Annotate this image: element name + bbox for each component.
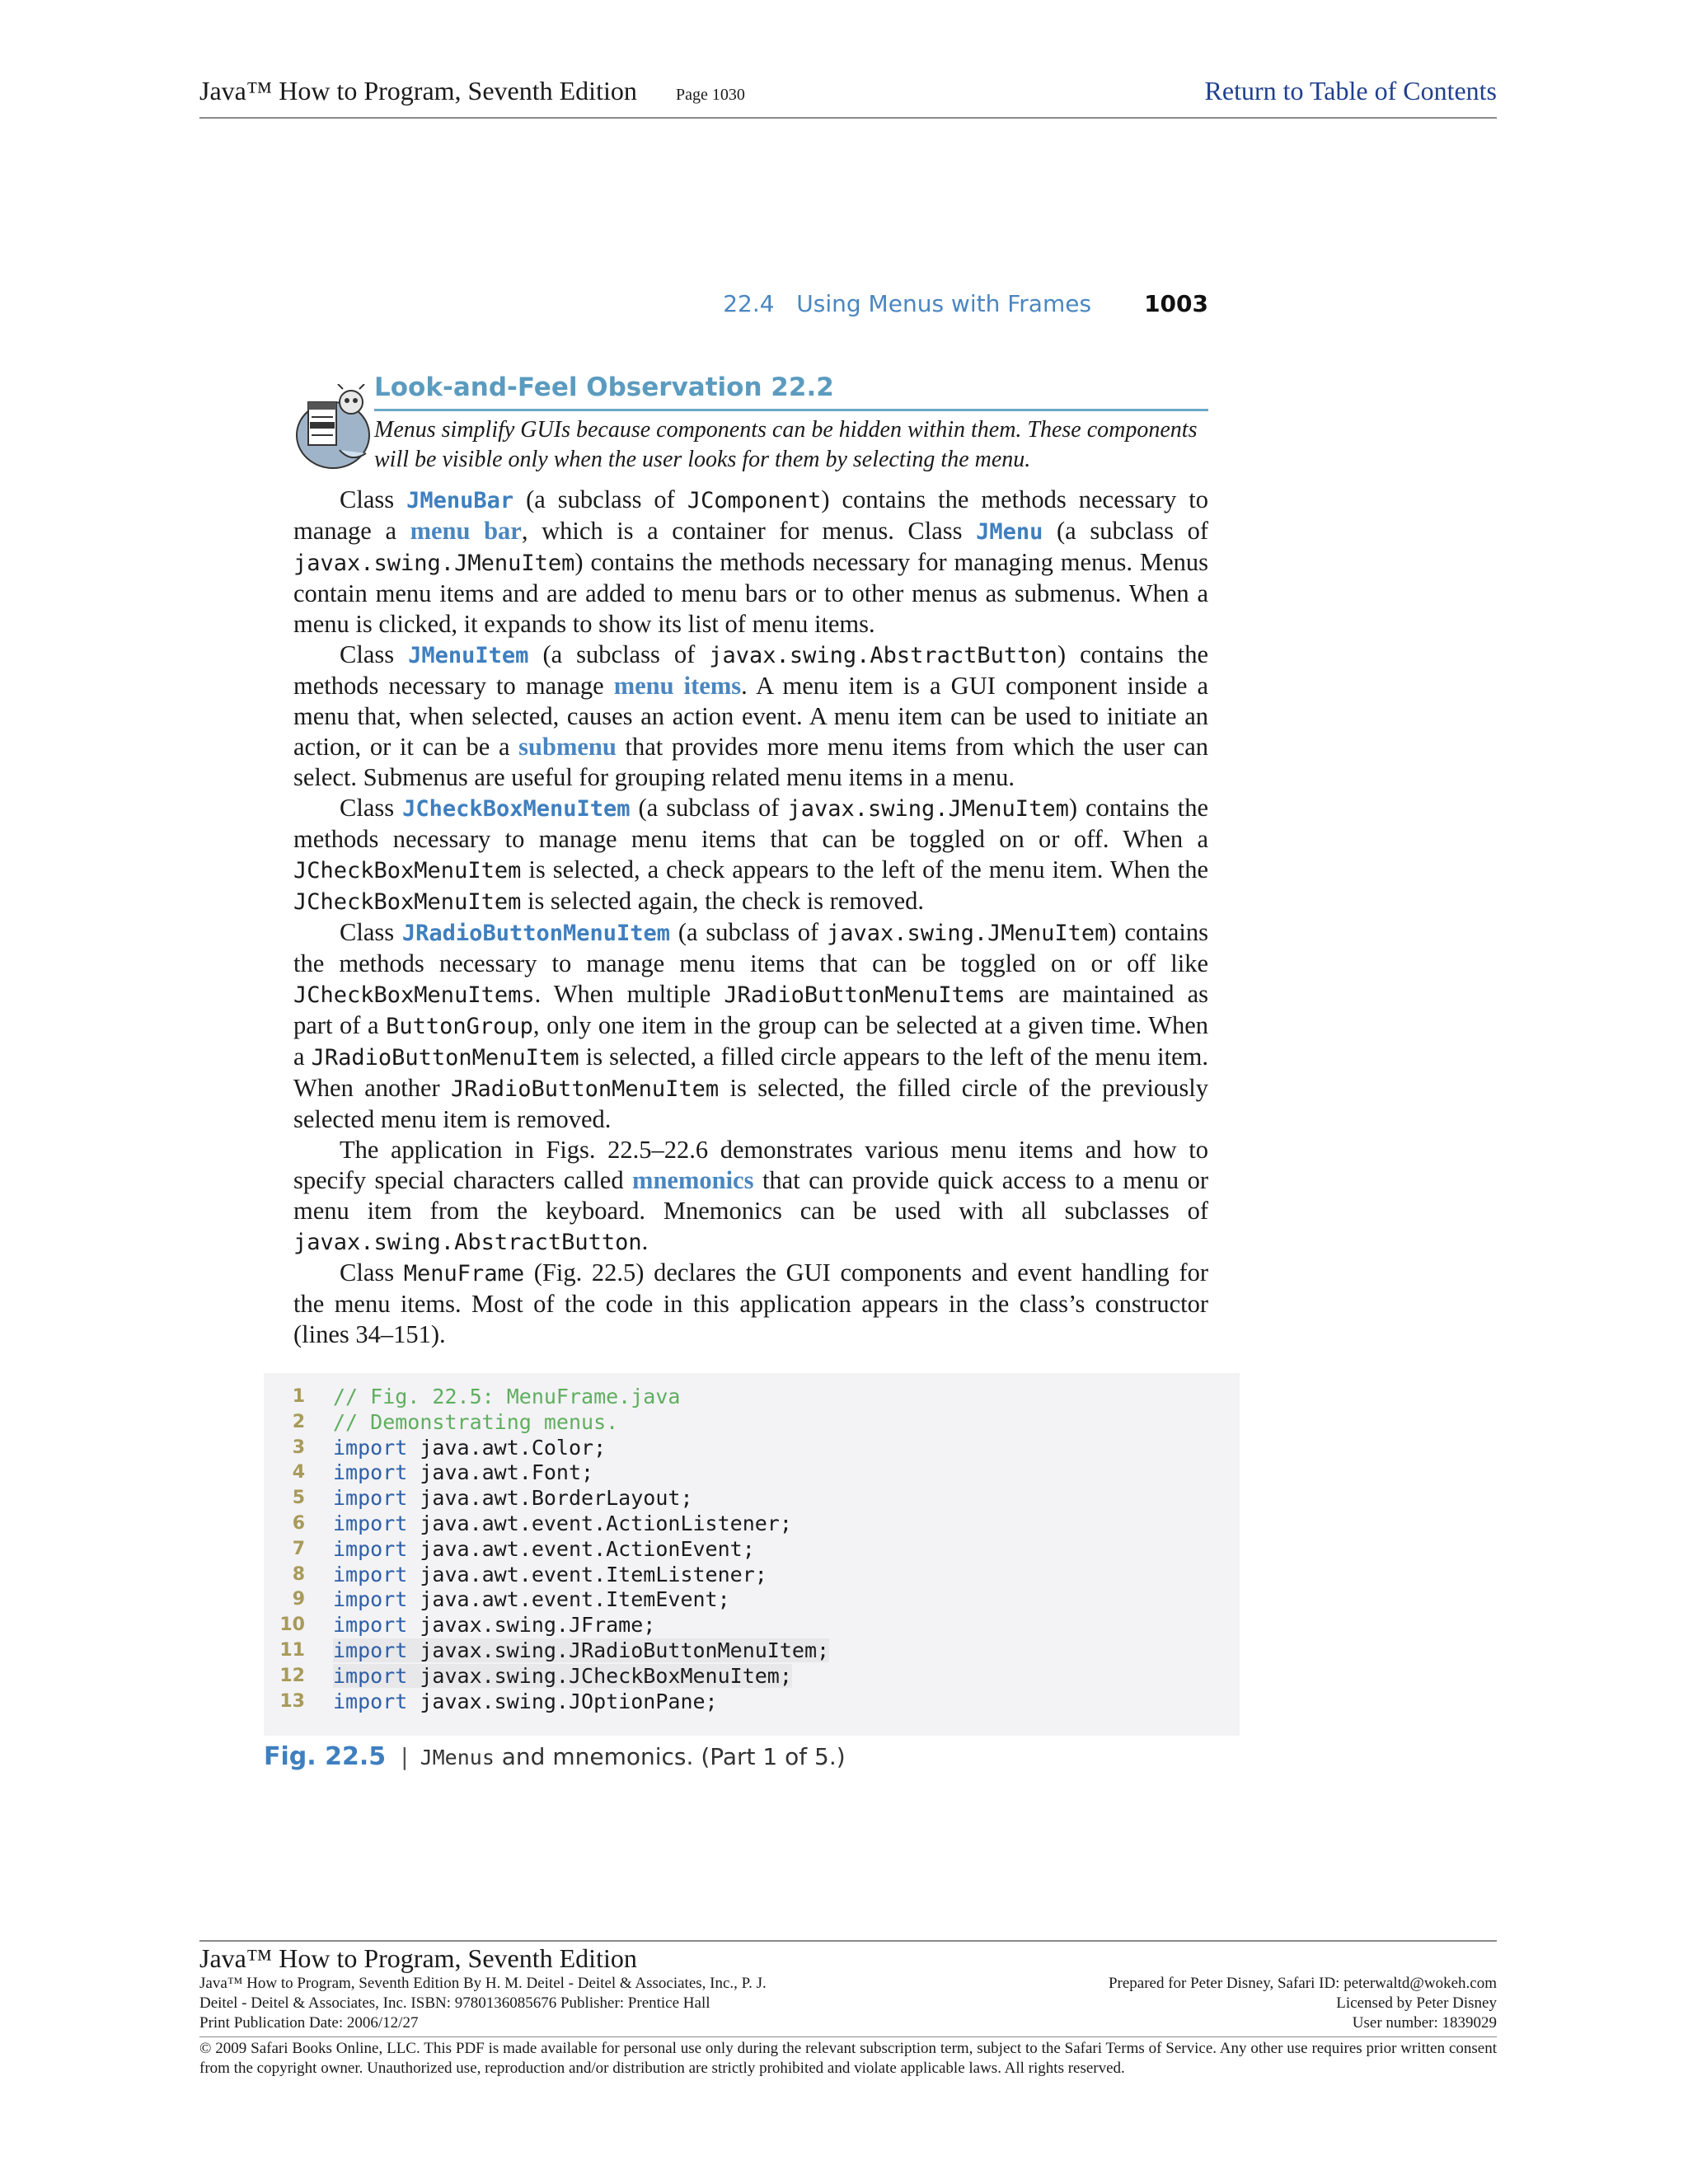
footer-meta: [199, 1974, 1497, 2033]
observation-text: Menus simplify GUIs because components can be hidden within them. These components will be visible only when the user looks for them by selecting the menu.: [374, 417, 1198, 472]
code-line: [264, 1587, 1240, 1613]
body-text: [293, 485, 1208, 1350]
line-number: 8: [292, 1563, 305, 1585]
return-to-toc-link[interactable]: Return to Table of Contents: [1204, 76, 1497, 105]
code-text: import java.awt.event.ActionListener;: [333, 1511, 792, 1535]
code-text: import javax.swing.JCheckBoxMenuItem;: [333, 1663, 792, 1688]
term-menu-items: menu items: [613, 672, 742, 700]
observation-title: Look-and-Feel Observation 22.2: [374, 373, 1208, 411]
running-head: [0, 290, 1208, 317]
code-text: import java.awt.Color;: [333, 1435, 607, 1460]
line-number: 7: [292, 1538, 305, 1559]
caption-text: and mnemonics. (Part 1 of 5.): [494, 1743, 846, 1770]
look-and-feel-icon: [293, 384, 373, 471]
code-text: import java.awt.event.ActionEvent;: [333, 1536, 755, 1561]
caption-code: JMenus: [420, 1746, 495, 1769]
code-line: [264, 1664, 1240, 1690]
code-text: import java.awt.BorderLayout;: [333, 1486, 693, 1511]
footer-title: Java™ How to Program, Seventh Edition: [199, 1943, 637, 1973]
figure-number: Fig. 22.5: [264, 1742, 387, 1771]
code-line: [264, 1613, 1240, 1638]
code-text: // Fig. 22.5: MenuFrame.java: [333, 1385, 681, 1408]
line-number: 5: [292, 1488, 305, 1509]
code-text: import java.awt.event.ItemListener;: [333, 1562, 767, 1586]
term-submenu: submenu: [518, 733, 617, 761]
code-line: [264, 1436, 1240, 1461]
paragraph-menuframe: Class MenuFrame (Fig. 22.5) declares the GUI components and event handling for the menu items. Most of the code in this application appears in the class’s constructor (lines 34–151).: [293, 1258, 1209, 1348]
section-heading: 22.4 Using Menus with Frames: [723, 290, 1092, 317]
line-number: 6: [292, 1512, 305, 1534]
paragraph-jmenuitem: Class JMenuItem (a subclass of javax.swing.AbstractButton) contains the methods necessary to manage menu items. A menu item is a GUI component inside a menu that, when selected, causes an action event. A menu item can be used to initiate an action, or it can be a submenu that provides more menu items from which the user can select. Submenus are useful for grouping related menu items in a menu.: [293, 640, 1209, 791]
footer-isbn: Deitel - Deitel & Associates, Inc. ISBN: 9780136085676 Publisher: Prentice Hall: [199, 1994, 710, 2012]
code-listing: [264, 1373, 1240, 1736]
page-reference: Page 1030: [676, 86, 745, 104]
code-text: import java.awt.Font;: [333, 1460, 594, 1485]
footer-legal-notice: © 2009 Safari Books Online, LLC. This PDF is made available for personal use only during the relevant subscription term, subject to the Safari Terms of Service. Any other use requires prior written consent from the copyright owner. Unauthorized use, reproduction and/or distribution are strictly prohibited and violate applicable laws. All rights reserved.: [199, 2036, 1497, 2079]
book-title: Java™ How to Program, Seventh Edition: [199, 76, 637, 105]
code-line: [264, 1460, 1240, 1486]
line-number: 12: [279, 1665, 305, 1686]
line-number: 10: [279, 1615, 305, 1636]
top-header: [199, 76, 1497, 119]
footer-prepared-for: Prepared for Peter Disney, Safari ID: peterwaltd@wokeh.com: [1108, 1975, 1497, 1992]
code-text: import javax.swing.JRadioButtonMenuItem;: [333, 1638, 830, 1662]
line-number: 11: [279, 1639, 305, 1661]
code-text: import javax.swing.JFrame;: [333, 1613, 656, 1638]
code-line: [264, 1690, 1240, 1715]
footer-user-number: User number: 1839029: [1352, 2014, 1497, 2032]
code-lines: [264, 1385, 1240, 1714]
footer-publication-info: [199, 1974, 767, 2033]
footer-licensed-by: Licensed by Peter Disney: [1336, 1994, 1497, 2012]
code-line: [264, 1537, 1240, 1563]
code-line: [264, 1511, 1240, 1537]
figure-caption: [264, 1742, 846, 1771]
footer-license-info: [1109, 1974, 1497, 2033]
term-menu-bar: menu bar: [410, 517, 522, 545]
line-number: 3: [292, 1436, 305, 1458]
code-line: [264, 1638, 1240, 1664]
line-number: 9: [292, 1589, 305, 1610]
caption-separator: |: [401, 1743, 409, 1770]
code-line: [264, 1385, 1240, 1410]
paragraph-jradiobuttonmenuitem: Class JRadioButtonMenuItem (a subclass of javax.swing.JMenuItem) contains the methods necessary to manage menu items that can be toggled on or off like JCheckBoxMenuItems. When multiple JRadioButtonMenuItems are maintained as part of a ButtonGroup, only one item in the group can be selected at a given time. When a JRadioButtonMenuItem is selected, a filled circle appears to the left of the menu item. When another JRadioButtonMenuItem is selected, the filled circle of the previously selected menu item is removed.: [293, 918, 1208, 1133]
code-text: import javax.swing.JOptionPane;: [333, 1689, 718, 1713]
line-number: 2: [292, 1411, 305, 1432]
code-text: // Demonstrating menus.: [333, 1409, 619, 1434]
line-number: 13: [279, 1690, 305, 1712]
page-number: 1003: [1144, 290, 1208, 317]
code-text: import java.awt.event.ItemEvent;: [333, 1587, 730, 1612]
code-line: [264, 1410, 1240, 1436]
line-number: 1: [292, 1386, 305, 1407]
paragraph-mnemonics: The application in Figs. 22.5–22.6 demonstrates various menu items and how to specify special characters called mnemonics that can provide quick access to a menu or menu item from the keyboard. Mnemonics can be used with all subclasses of javax.swing.AbstractButton.: [293, 1136, 1208, 1255]
line-number: 4: [292, 1462, 305, 1483]
paragraph-jmenubar: Class JMenuBar (a subclass of JComponent) contains the methods necessary to manage a menu bar, which is a container for menus. Class JMenu (a subclass of javax.swing.JMenuItem) contains the methods necessary for managing menus. Menus contain menu items and are added to menu bars or to other menus as submenus. When a menu is clicked, it expands to show its list of menu items.: [293, 485, 1208, 638]
code-line: [264, 1563, 1240, 1588]
code-line: [264, 1486, 1240, 1511]
paragraph-jcheckboxmenuitem: Class JCheckBoxMenuItem (a subclass of javax.swing.JMenuItem) contains the methods necessary to manage menu items that can be toggled on or off. When a JCheckBoxMenuItem is selected, a check appears to the left of the menu item. When the JCheckBoxMenuItem is selected again, the check is removed.: [293, 794, 1209, 915]
footer-authors: Java™ How to Program, Seventh Edition By H. M. Deitel - Deitel & Associates, Inc., P. J.: [199, 1975, 767, 1992]
term-mnemonics: mnemonics: [632, 1166, 754, 1194]
footer-pub-date: Print Publication Date: 2006/12/27: [199, 2014, 419, 2032]
footer: [199, 1940, 1497, 2079]
